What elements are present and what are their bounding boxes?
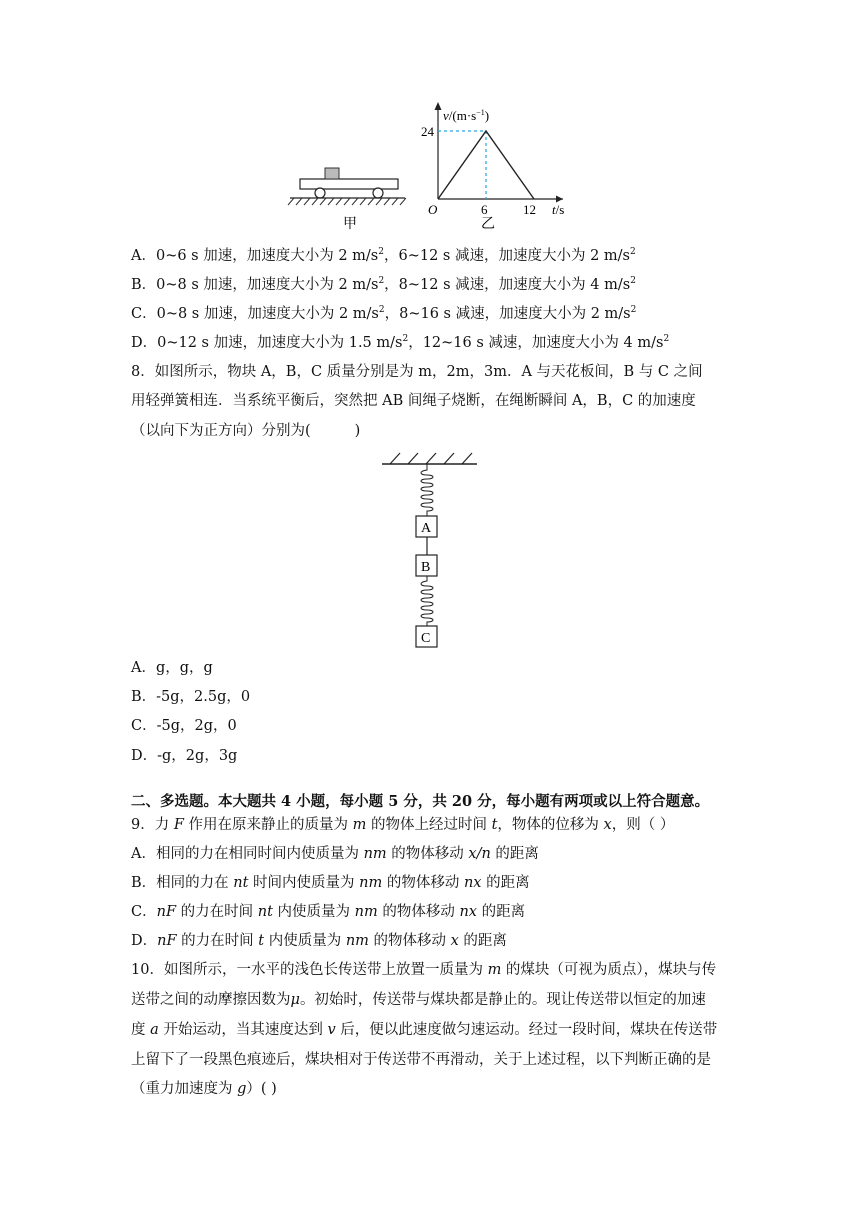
- q10-stem-line3: 度 a 开始运动，当其速度达到 v 后，便以此速度做匀速运动。经过一段时间，煤块在传送带: [131, 1022, 718, 1038]
- y-tick-24: 24: [421, 124, 434, 139]
- q9-option-b: B．相同的力在 nt 时间内使质量为 nm 的物体移动 nx 的距离: [131, 875, 530, 891]
- vt-series-line: [438, 131, 534, 199]
- q10-stem-line5: （重力加速度为 g）( ): [131, 1081, 277, 1097]
- q9-option-a: A．相同的力在相同时间内使质量为 nm 的物体移动 x/n 的距离: [131, 846, 539, 862]
- section-title-multiple-choice: 二、多选题。本大题共 4 小题，每小题 5 分，共 20 分，每小题有两项或以上符合题意。: [131, 793, 710, 810]
- q10-stem-line4: 上留下了一段黑色痕迹后，煤块相对于传送带不再滑动，关于上述过程，以下判断正确的是: [131, 1052, 711, 1068]
- y-axis-label: $v/(m\cdot s^{-1})$: [443, 108, 490, 123]
- q8-spring-figure: [0, 450, 860, 650]
- x-axis-label: t/s: [552, 202, 565, 217]
- q7-option-a: A．0~6 s 加速，加速度大小为 2 $m/s^2$，6~12 s 减速，加速度大小为 2 $m/s^2$: [131, 247, 636, 264]
- svg-text:B: B: [421, 560, 431, 575]
- q7-option-d: D．0~12 s 加速，加速度大小为 1.5 $m/s^2$，12~16 s 减速，加速度大小为 4 $m/s^2$: [131, 334, 670, 351]
- q8-option-a: A．g，g，g: [131, 660, 213, 676]
- q7-option-c: C．0~8 s 加速，加速度大小为 2 $m/s^2$，8~16 s 减速，加速度大小为 2 $m/s^2$: [131, 305, 637, 322]
- x-tick-12: 12: [523, 202, 536, 217]
- q8-option-c: C．-5g，2g，0: [131, 718, 237, 734]
- q8-stem-line1: 8．如图所示，物块 A，B，C 质量分别是为 m，2m，3m．A 与天花板间，B 与 C 之间: [131, 364, 703, 380]
- q8-option-b: B．-5g，2.5g，0: [131, 689, 251, 705]
- origin-label: O: [428, 202, 438, 217]
- q9-option-c: C．nF 的力在时间 nt 内使质量为 nm 的物体移动 nx 的距离: [131, 904, 526, 920]
- cart-caption: 甲: [343, 217, 357, 232]
- q10-stem-line2: 送带之间的动摩擦因数为μ。初始时，传送带与煤块都是静止的。现让传送带以恒定的加速: [131, 992, 706, 1008]
- q8-stem-line3: （以向下为正方向）分别为( ): [131, 423, 361, 439]
- svg-text:C: C: [421, 631, 431, 646]
- cart-diagram: [288, 168, 406, 232]
- x-tick-6: 6: [481, 202, 488, 217]
- spring-bottom: [421, 576, 433, 626]
- graph-caption: 乙: [481, 217, 495, 232]
- q7-option-b: B．0~8 s 加速，加速度大小为 2 $m/s^2$，8~12 s 减速，加速度大小为 4 $m/s^2$: [131, 276, 636, 293]
- q8-stem-line2: 用轻弹簧相连．当系统平衡后，突然把 AB 间绳子烧断，在绳断瞬间 A，B，C 的加速度: [131, 393, 696, 409]
- spring-top: [421, 464, 433, 516]
- vt-graph: [421, 102, 564, 232]
- q9-stem: 9．力 F 作用在原来静止的质量为 m 的物体上经过时间 t，物体的位移为 x，则（ ）: [131, 817, 675, 833]
- q7-figure: [0, 95, 860, 335]
- svg-text:A: A: [421, 521, 432, 536]
- q10-stem-line1: 10．如图所示，一水平的浅色长传送带上放置一质量为 m 的煤块（可视为质点），煤块与传: [131, 962, 717, 978]
- q8-option-d: D．-g，2g，3g: [131, 748, 238, 764]
- q9-option-d: D．nF 的力在时间 t 内使质量为 nm 的物体移动 x 的距离: [131, 933, 507, 949]
